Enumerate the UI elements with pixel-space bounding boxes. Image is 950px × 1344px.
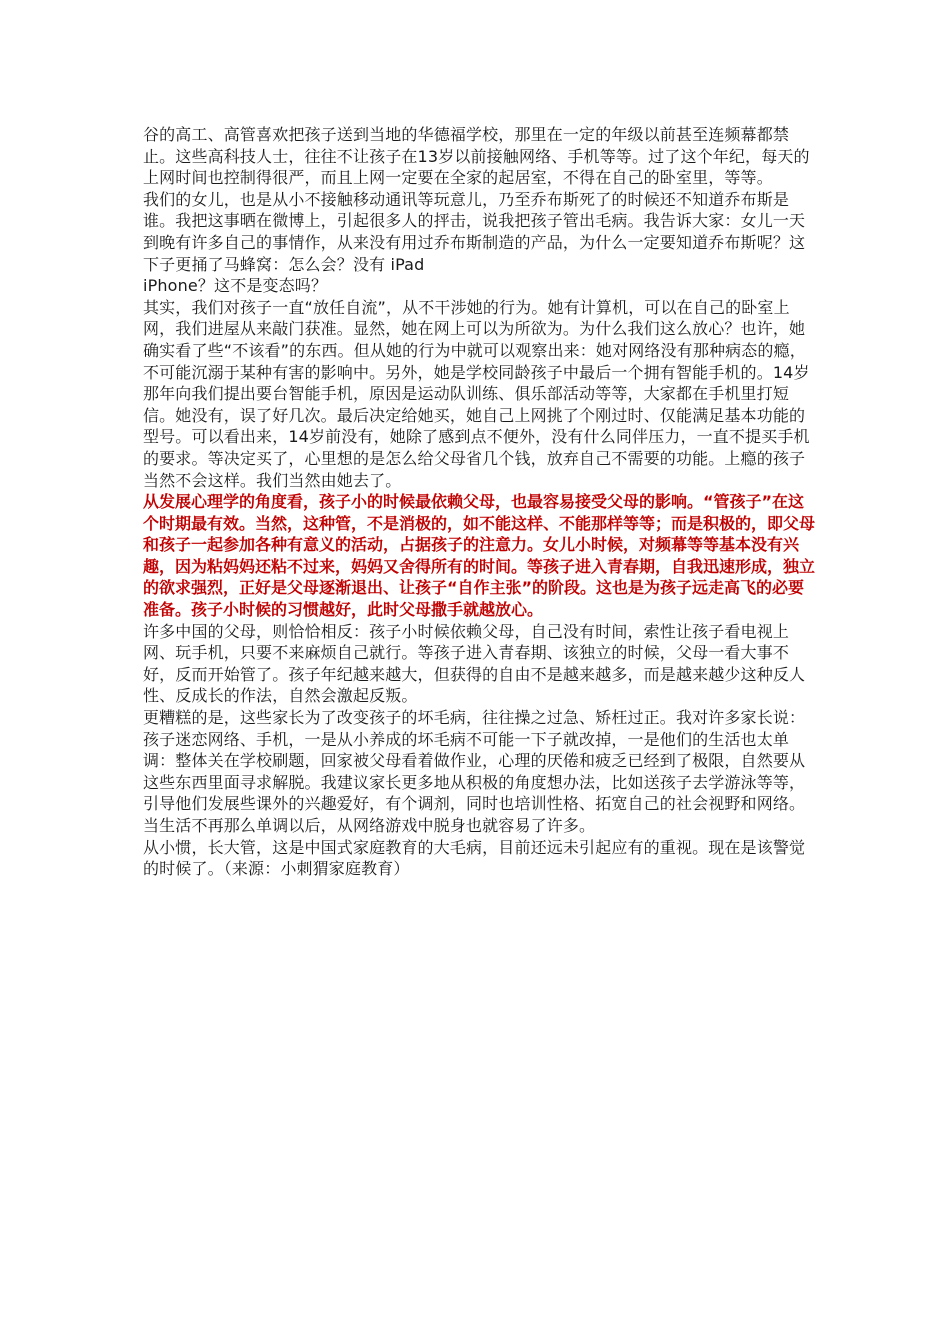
document-page [143,124,815,880]
paragraph-2: 我们的女儿，也是从小不接触移动通讯等玩意儿，乃至乔布斯死了的时候还不知道乔布斯是谁。我把这事晒在微博上，引起很多人的抨击，说我把孩子管出毛病。我告诉大家：女儿一天到晚有许多自己的事情作，从来没有用过乔布斯制造的产品，为什么一定要知道乔布斯呢？这下子更捅了马蜂窝：怎么会？没有 iPad [143,189,806,274]
paragraph-6: 许多中国的父母，则恰恰相反：孩子小时候依赖父母，自己没有时间，索性让孩子看电视上网、玩手机，只要不来麻烦自己就行。等孩子进入青春期、该独立的时候，父母一看大事不好，反而开始管了。孩子年纪越来越大，但获得的自由不是越来越多，而是越来越少这种反人性、反成长的作法，自然会激起反叛。 [143,621,806,706]
paragraph-1: 谷的高工、高管喜欢把孩子送到当地的华德福学校，那里在一定的年级以前甚至连频幕都禁止。这些高科技人士，往往不让孩子在13岁以前接触网络、手机等等。过了这个年纪，每天的上网时间也控制得很严，而且上网一定要在全家的起居室，不得在自己的卧室里，等等。 [143,125,810,188]
paragraph-5-emphasis: 从发展心理学的角度看，孩子小的时候最依赖父母，也最容易接受父母的影响。“管孩子”在这个时期最有效。当然，这种管，不是消极的，如不能这样、不能那样等等；而是积极的，即父母和孩子一起参加各种有意义的活动，占据孩子的注意力。女儿小时候，对频幕等等基本没有兴趣，因为粘妈妈还粘不过来，妈妈又舍得所有的时间。等孩子进入青春期，自我迅速形成，独立的欲求强烈，正好是父母逐渐退出、让孩子“自作主张”的阶段。这也是为孩子远走高飞的必要准备。孩子小时候的习惯越好，此时父母撒手就越放心。 [143,492,816,620]
paragraph-8: 从小惯，长大管，这是中国式家庭教育的大毛病，目前还远未引起应有的重视。现在是该警觉的时候了。（来源：小刺猬家庭教育） [143,837,806,879]
paragraph-7: 更糟糕的是，这些家长为了改变孩子的坏毛病，往往操之过急、矫枉过正。我对许多家长说：孩子迷恋网络、手机，一是从小养成的坏毛病不可能一下子就改掉，一是他们的生活也太单调：整体关在学校刷题，回家被父母看着做作业，心理的厌倦和疲乏已经到了极限，自然要从这些东西里面寻求解脱。我建议家长更多地从积极的角度想办法，比如送孩子去学游泳等等，引导他们发展些课外的兴趣爱好，有个调剂，同时也培训性格、拓宽自己的社会视野和网络。当生活不再那么单调以后，从网络游戏中脱身也就容易了许多。 [143,708,806,835]
paragraph-4: 其实，我们对孩子一直“放任自流”，从不干涉她的行为。她有计算机，可以在自己的卧室上网，我们进屋从来敲门获准。显然，她在网上可以为所欲为。为什么我们这么放心？也许，她确实看了些“不该看”的东西。但从她的行为中就可以观察出来：她对网络没有那种病态的瘾，不可能沉溺于某种有害的影响中。另外，她是学校同龄孩子中最后一个拥有智能手机的。14岁那年向我们提出要台智能手机，原因是运动队训练、俱乐部活动等等，大家都在手机里打短信。她没有，误了好几次。最后决定给她买，她自己上网挑了个刚过时、仅能满足基本功能的型号。可以看出来，14岁前没有，她除了感到点不便外，没有什么同伴压力，一直不提买手机的要求。等决定买了，心里想的是怎么给父母省几个钱，放弃自己不需要的功能。上瘾的孩子当然不会这样。我们当然由她去了。 [143,297,810,490]
paragraph-3: iPhone？这不是变态吗？ [143,276,328,296]
